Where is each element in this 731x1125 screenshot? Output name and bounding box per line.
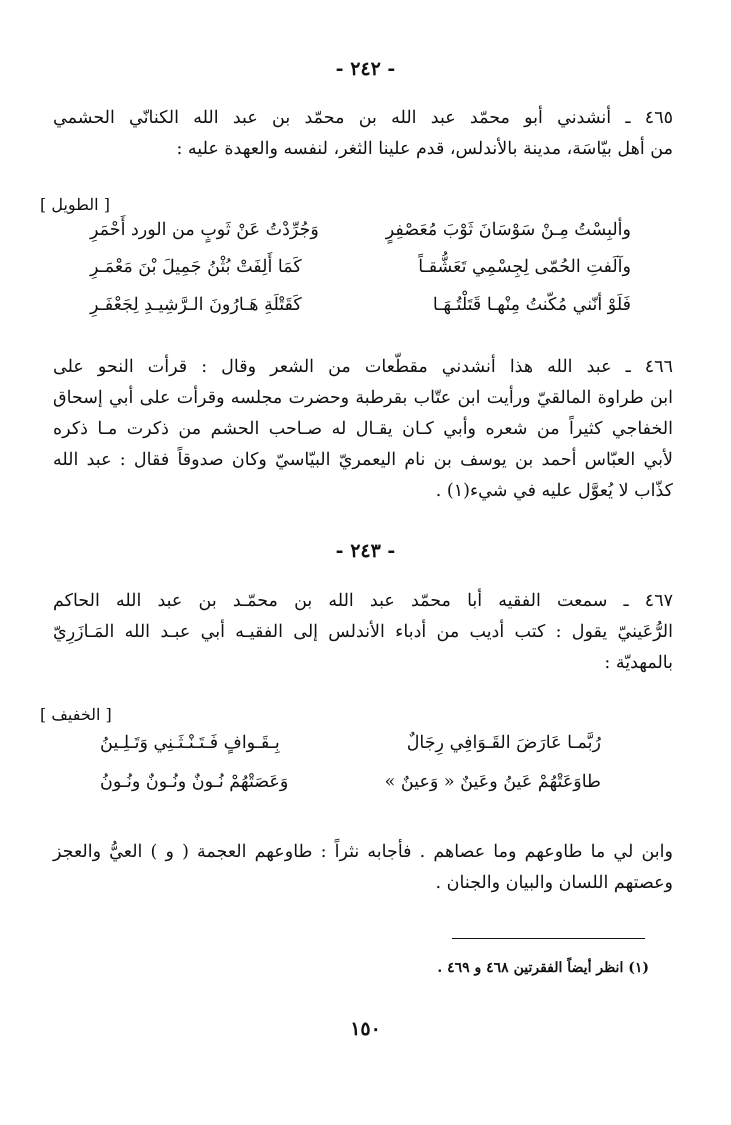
paragraph-465-line-2: من أهل بيّاسَة، مدينة بالأندلس، قدم علينا الثغر، لنفسه والعهدة عليه :: [176, 139, 673, 159]
paragraph-465: [53, 103, 673, 165]
verse-2-second-hemistich: كَمَا أَلِفَتْ بُثْنُ جَمِيلَ بْنَ مَعْمَـرِ: [90, 257, 302, 277]
paragraph-467-line-2: الرُّعَينيّ يقول : كتب أديب من أدباء الأندلس إلى الفقيـه أبي عبـد الله المَـازَرِيّ: [53, 622, 673, 642]
paragraph-reply-line-2: وعصتهم اللسان والبيان والجنان .: [435, 873, 673, 893]
verse-3-second-hemistich: كَقَتْلَةِ هَـارُونَ الـرَّشِيـدِ لِجَعْفَـرِ: [90, 295, 302, 315]
paragraph-467-line-3: بالمهديّة :: [604, 653, 673, 673]
verse-1-second-hemistich: وَجُرِّدْتُ عَنْ ثَوبٍ من الورد أَحْمَرِ: [90, 220, 319, 240]
paragraph-466: [53, 352, 673, 507]
verse-5-first-hemistich: طاوَعَتْهُمْ عَينُ وعَينٌ « وَعينٌ »: [384, 772, 601, 792]
meter-label-khafif: [ الخفيف ]: [40, 705, 112, 724]
verse-2-first-hemistich: وآلَفتِ الحُمّى لِجِسْمِي تَعَشُّقـاً: [418, 257, 631, 277]
meter-label-tawil: [ الطويل ]: [40, 195, 110, 214]
footnote-1: (١) انظر أيضاً الفقرتين ٤٦٨ و ٤٦٩ .: [437, 960, 649, 976]
paragraph-466-line-1: ٤٦٦ ـ عبد الله هذا أنشدني مقطّعات من الشعر وقال : قرأت النحو على: [53, 357, 673, 377]
paragraph-466-line-4: لأبي العبّاس أحمد بن يوسف بن نام اليعمريّ البيّاسيّ وكان صدوقاً فقال : عبد الله: [53, 450, 673, 470]
footnote-separator: [452, 938, 645, 939]
paragraph-reply-line-1: وابن لي ما طاوعهم وما عصاهم . فأجابه نثراً : طاوعهم العجمة ( و ) العيُّ والعجز: [53, 842, 673, 862]
section-number-242: - ٢٤٢ -: [335, 58, 396, 80]
paragraph-467-line-1: ٤٦٧ ـ سمعت الفقيه أبا محمّد عبد الله بن محمّـد بن عبد الله الحاكم: [53, 591, 673, 611]
paragraph-467: [53, 586, 673, 679]
paragraph-466-line-3: الخفاجي كثيراً من شعره وأبي كـان يقـال له صـاحب الحشم من ذكرت مـا ذكره: [53, 419, 673, 439]
paragraph-reply: [53, 837, 673, 899]
paragraph-466-line-5: كذّاب لا يُعوَّل عليه في شيء(١) .: [435, 481, 673, 501]
verse-5-second-hemistich: وَعَصَتْهُمْ نُـونٌ ونُـونٌ ونُـونُ: [100, 772, 289, 792]
paragraph-465-line-1: ٤٦٥ ـ أنشدني أبو محمّد عبد الله بن محمّد بن عبد الله الكنانّي الحشمي: [53, 108, 673, 128]
verse-4-second-hemistich: بِـقَـوافٍ فَـتَـنْـثَـنِي وَتَـلِـينُ: [100, 733, 280, 753]
verse-3-first-hemistich: فَلَوْ أنّني مُكّنتُ مِنْهـا قَتَلْتُـهَـا: [432, 295, 631, 315]
verse-1-first-hemistich: وألبِسْتُ مِـنْ سَوْسَانَ ثَوْبَ مُعَصْفِرٍ: [385, 220, 631, 240]
verse-4-first-hemistich: رُبَّمـا عَارَضَ القَـوَافِي رِجَالٌ: [406, 733, 601, 753]
section-number-243: - ٢٤٣ -: [335, 540, 396, 562]
paragraph-466-line-2: ابن طراوة المالقيّ ورأيت ابن عتّاب بقرطبة وحضرت مجلسه وقرأت على أبي إسحاق: [53, 388, 673, 408]
page-number: ١٥٠: [350, 1018, 381, 1040]
